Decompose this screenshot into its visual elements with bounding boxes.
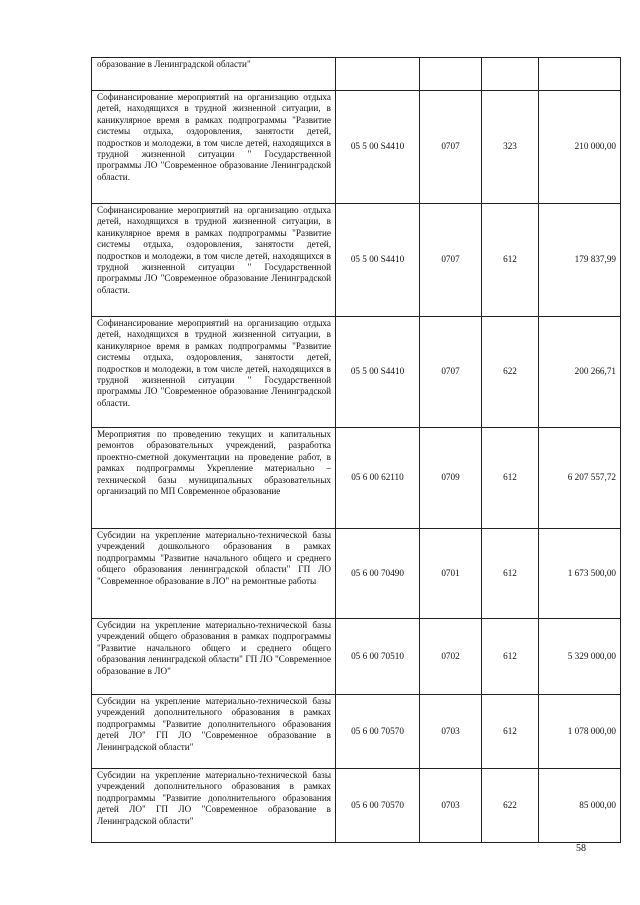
row-amount: 200 266,71 <box>539 317 621 428</box>
table-row <box>92 619 621 695</box>
row-target-code: 05 6 00 70570 <box>336 695 420 769</box>
row-target-code: 05 6 00 70510 <box>336 619 420 695</box>
table-row <box>92 695 621 769</box>
row-description: Мероприятия по проведению текущих и капитальных ремонтов образовательных учреждений, разработка проектно-сметной документации на проведение работ, в рамках подпрограммы Укрепление материально – технической базы муниципальных образовательных организаций по МП Современное образование <box>92 428 336 529</box>
table-row <box>92 769 621 843</box>
row-section-code: 0707 <box>420 317 482 428</box>
table-row <box>92 428 621 529</box>
budget-table-container <box>91 57 616 843</box>
row-section-code: 0707 <box>420 204 482 317</box>
row-target-code: 05 6 00 62110 <box>336 428 420 529</box>
row-expense-type: 612 <box>482 529 539 619</box>
page-number: 58 <box>576 843 586 854</box>
row-expense-type: 622 <box>482 769 539 843</box>
row-section-code: 0701 <box>420 529 482 619</box>
row-expense-type: 612 <box>482 619 539 695</box>
row-description: Субсидии на укрепление материально-технической базы учреждений общего образования в рамках подпрограммы "Развитие начального общего и среднего общего образования ленинградской области" ГП ЛО "Современное образование в ЛО" <box>92 619 336 695</box>
table-row <box>92 317 621 428</box>
row-target-code <box>336 58 420 91</box>
row-target-code: 05 6 00 70490 <box>336 529 420 619</box>
row-expense-type: 323 <box>482 91 539 204</box>
table-row <box>92 204 621 317</box>
row-amount: 210 000,00 <box>539 91 621 204</box>
row-amount: 1 673 500,00 <box>539 529 621 619</box>
row-amount: 85 000,00 <box>539 769 621 843</box>
row-expense-type: 622 <box>482 317 539 428</box>
row-amount: 5 329 000,00 <box>539 619 621 695</box>
row-amount <box>539 58 621 91</box>
table-row <box>92 91 621 204</box>
row-description: Субсидии на укрепление материально-технической базы учреждений дополнительного образования в рамках подпрограммы "Развитие дополнительного образования детей ЛО" ГП ЛО "Современное образование в Ленинградской области" <box>92 695 336 769</box>
row-section-code: 0703 <box>420 769 482 843</box>
row-target-code: 05 5 00 S4410 <box>336 204 420 317</box>
row-description: Софинансирование мероприятий на организацию отдыха детей, находящихся в трудной жизненной ситуации, в каникулярное время в рамках подпрограммы "Развитие системы отдыха, оздоровления, занятости детей, подростков и молодежи, в том числе детей, находящихся в трудной жизненной ситуации " Государственной программы ЛО "Современное образование Ленинградской области. <box>92 317 336 428</box>
row-amount: 179 837,99 <box>539 204 621 317</box>
table-row <box>92 58 621 91</box>
row-expense-type: 612 <box>482 204 539 317</box>
row-target-code: 05 6 00 70570 <box>336 769 420 843</box>
row-description: Субсидии на укрепление материально-технической базы учреждений дошкольного образования в рамках подпрограммы "Развитие начального общего и среднего общего образования ленинградской области" ГП ЛО "Современное образование в ЛО" на ремонтные работы <box>92 529 336 619</box>
row-description: Субсидии на укрепление материально-технической базы учреждений дополнительного образования в рамках подпрограммы "Развитие дополнительного образования детей ЛО" ГП ЛО "Современное образование в Ленинградской области" <box>92 769 336 843</box>
row-section-code: 0707 <box>420 91 482 204</box>
table-row <box>92 529 621 619</box>
row-description: Софинансирование мероприятий на организацию отдыха детей, находящихся в трудной жизненной ситуации, в каникулярное время в рамках подпрограммы "Развитие системы отдыха, оздоровления, занятости детей, подростков и молодежи, в том числе детей, находящихся в трудной жизненной ситуации " Государственной программы ЛО "Современное образование Ленинградской области. <box>92 204 336 317</box>
row-section-code <box>420 58 482 91</box>
row-amount: 1 078 000,00 <box>539 695 621 769</box>
row-section-code: 0709 <box>420 428 482 529</box>
row-amount: 6 207 557,72 <box>539 428 621 529</box>
row-expense-type: 612 <box>482 695 539 769</box>
row-expense-type <box>482 58 539 91</box>
row-section-code: 0703 <box>420 695 482 769</box>
row-description: образование в Ленинградской области" <box>92 58 336 91</box>
budget-table <box>91 57 621 843</box>
row-target-code: 05 5 00 S4410 <box>336 317 420 428</box>
row-expense-type: 612 <box>482 428 539 529</box>
row-section-code: 0702 <box>420 619 482 695</box>
row-target-code: 05 5 00 S4410 <box>336 91 420 204</box>
row-description: Софинансирование мероприятий на организацию отдыха детей, находящихся в трудной жизненной ситуации, в каникулярное время в рамках подпрограммы "Развитие системы отдыха, оздоровления, занятости детей, подростков и молодежи, в том числе детей, находящихся в трудной жизненной ситуации " Государственной программы ЛО "Современное образование Ленинградской области. <box>92 91 336 204</box>
